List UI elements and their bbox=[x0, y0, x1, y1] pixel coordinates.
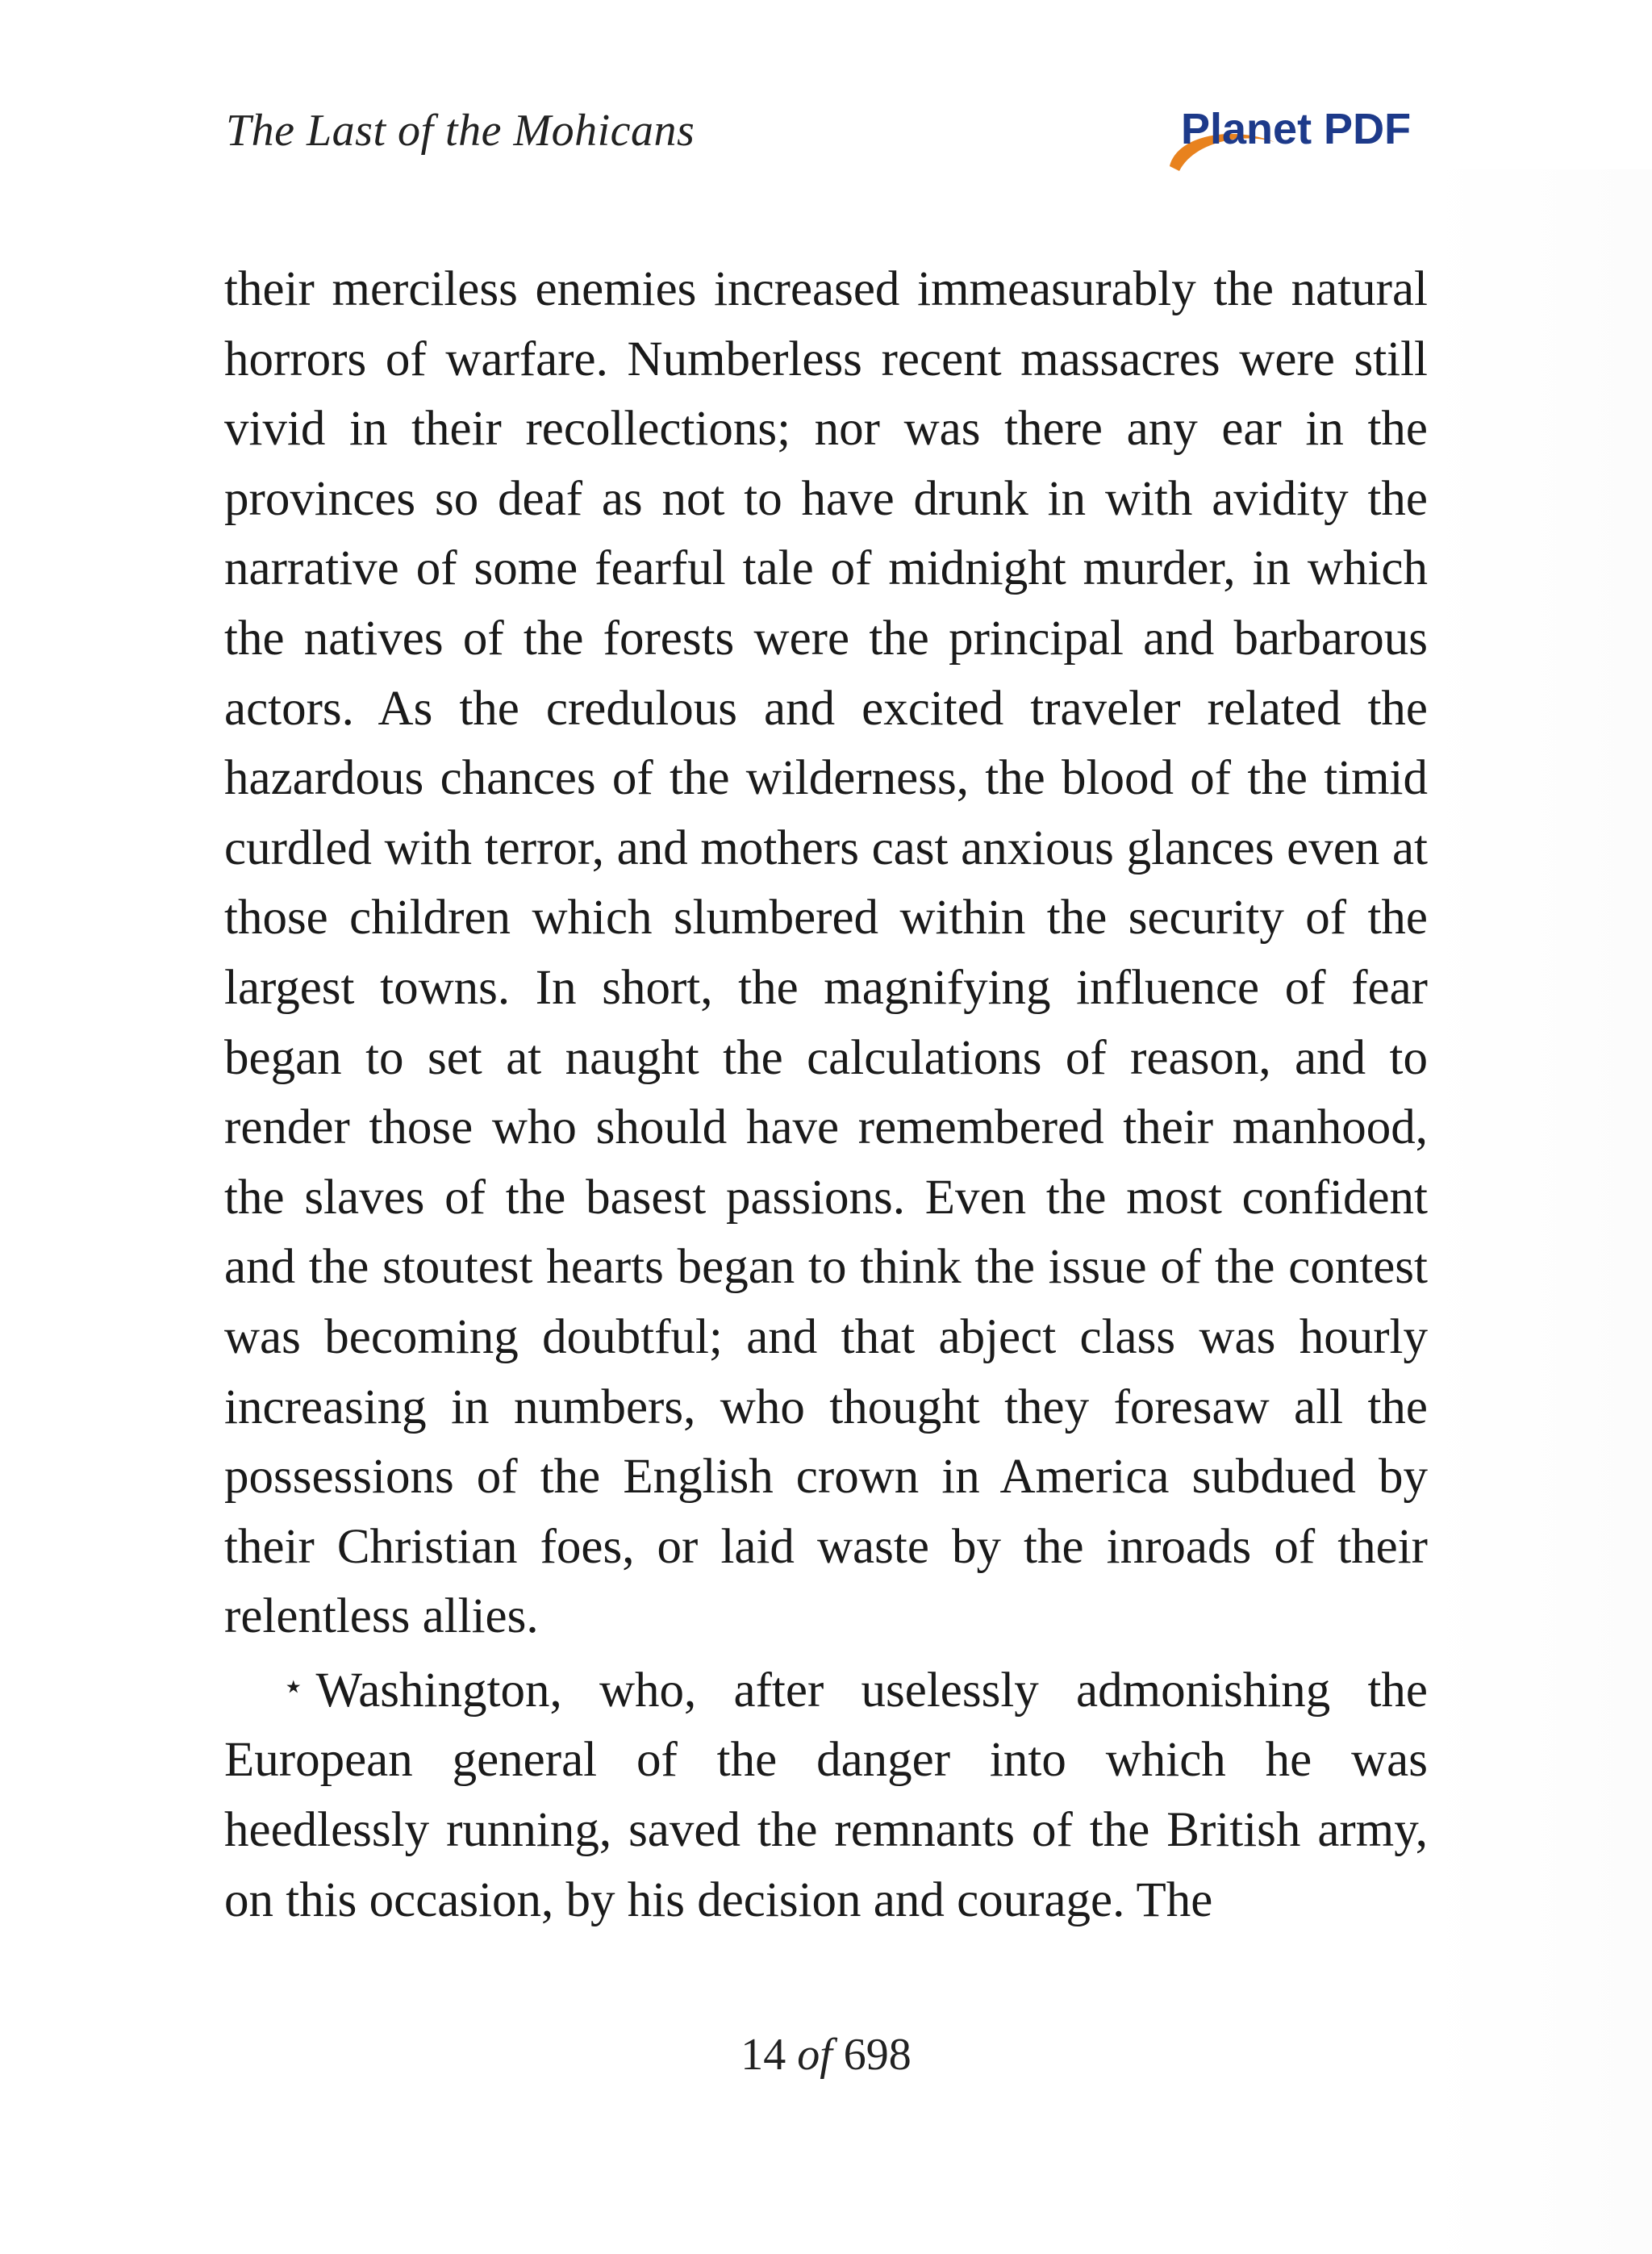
planet-pdf-logo[interactable] bbox=[1162, 103, 1428, 176]
logo-text: Planet PDF bbox=[1181, 105, 1412, 153]
page-margin-shade bbox=[1428, 169, 1652, 2254]
current-page: 14 bbox=[740, 2030, 786, 2080]
paragraph: their merciless enemies increased immeasurably the natural horrors of warfare. Numberless recent massacres were still vivid in their recollections; nor was there any ear in the provinces so deaf as not to have drunk in with avidity the narrative of some fearful tale of midnight murder, in which the natives of the forests were the principal and barbarous actors. As the credulous and excited traveler related the hazardous chances of the wilderness, the blood of the timid curdled with terror, and mothers cast anxious glances even at those children which slumbered within the security of the largest towns. In short, the magnifying influence of fear began to set at naught the calculations of reason, and to render those who should have remembered their manhood, the slaves of the basest passions. Even the most confident and the stoutest hearts began to think the issue of the contest was becoming doubtful; and that abject class was hourly increasing in numbers, who thought they foresaw all the possessions of the English crown in America subdued by their Christian foes, or laid waste by the inroads of their relentless allies. bbox=[224, 262, 1428, 1644]
running-header-title: The Last of the Mohicans bbox=[226, 106, 695, 156]
total-pages: 698 bbox=[843, 2030, 912, 2080]
page-of-label: of bbox=[797, 2030, 832, 2080]
page-number bbox=[0, 2029, 1652, 2081]
paragraph-text: Washington, who, after uselessly admonishing the European general of the danger into which he was heedlessly running, saved the remnants of the British army, on this occasion, by his decision and courage. The bbox=[224, 1663, 1428, 1927]
footnote-star-icon: ⋆ bbox=[282, 1666, 305, 1706]
body-text bbox=[224, 255, 1428, 1935]
paragraph bbox=[224, 1652, 1428, 1935]
